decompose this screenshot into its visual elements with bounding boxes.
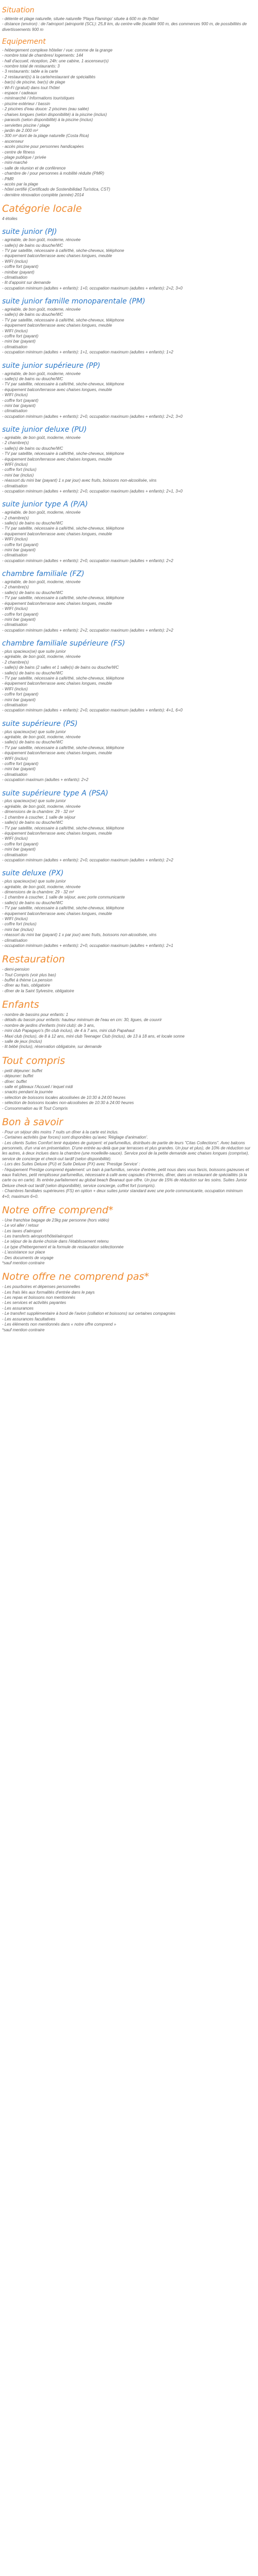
info-line: - équipement balcon/terrasse avec chaises longues, meuble <box>2 911 112 916</box>
info-line: - Lors des Suites Deluxe (PU) et Suite Deluxe (PX) avec 'Prestige Service' : <box>2 1162 140 1167</box>
info-line: - coffre fort (payant) <box>2 398 39 403</box>
info-line: - lit d'appoint sur demande <box>2 280 51 285</box>
info-line: - 1 chambre à coucher, 1 salle de séjour, avec porte communicante <box>2 895 125 900</box>
info-line: - réassort du mini bar (payant) 1 x par jour) avec fruits, boissons non-alcoolisée, vins <box>2 933 157 938</box>
equipment-section <box>2 38 252 198</box>
bonasavoir-lines <box>2 1130 252 1199</box>
info-line: - 2 chambre(s) <box>2 440 29 446</box>
info-line: - climatisation <box>2 703 27 707</box>
info-line: - climatisation <box>2 275 27 280</box>
info-line: - Consommation au lit Tout Compris <box>2 1106 68 1111</box>
info-line: - mini bar (payant) <box>2 767 36 772</box>
info-line: - équipement balcon/terrasse avec chaises longues, meuble <box>2 253 112 259</box>
info-line: - équipement balcon/terrasse avec chaises longues, meuble <box>2 456 112 462</box>
info-line: - salle de réunion et de conférence <box>2 165 66 171</box>
info-line: - ascenseur <box>2 139 24 144</box>
equipment-lines <box>2 48 252 198</box>
room-type <box>2 500 252 564</box>
info-line: - hall d'accueil, réception, 24h: une cabine, 1 ascenseur(s) <box>2 58 109 63</box>
room-type-lines <box>2 435 252 494</box>
info-line: - accès par la plage <box>2 181 38 187</box>
info-line: - occupation minimum (adultes + enfants): 1+0, occupation maximum (adultes + enfants): 2+2, 3+0 <box>2 285 183 291</box>
info-line: - buffet à thème La pension <box>2 978 53 983</box>
info-line: - jardin de 2.000 m² <box>2 128 38 133</box>
info-line: *sauf mention contraire <box>2 1261 45 1266</box>
info-line: - WIFI (inclus) <box>2 756 28 761</box>
info-line: - détails du bassin pour enfants: hauteur minimum de l'eau en cm: 30, ligues, de couvrir <box>2 1018 162 1023</box>
info-line: - TV par satellite, nécessaire à café/thé, sèche-cheveux, téléphone <box>2 596 124 601</box>
info-line: - mini bar (inclus) <box>2 472 34 478</box>
info-line: - mini bar (inclus) <box>2 927 34 932</box>
category-value: 4 étoiles <box>2 216 18 221</box>
room-type <box>2 639 252 714</box>
room-type-lines <box>2 730 252 783</box>
room-type <box>2 570 252 633</box>
info-line: - salle(s) de bains ou douche/WC <box>2 521 63 526</box>
room-type-title: suite junior supérieure (PP) <box>2 361 101 370</box>
room-type-title: suite junior (PJ) <box>2 228 57 236</box>
info-line: - agréable, de bon goût, moderne, rénovée <box>2 654 81 659</box>
info-line: - chambre de / pour personnes à mobilité réduite (PMR) <box>2 171 104 176</box>
room-type-title: suite junior famille monoparentale (PM) <box>2 297 146 306</box>
info-line: - plage publique / privée <box>2 155 46 160</box>
info-line: - dernière rénovation complète (année) 2014 <box>2 192 84 197</box>
info-line: - petit déjeuner: buffet <box>2 1068 42 1073</box>
necomprend-section <box>2 1271 252 1332</box>
info-line: - équipement balcon/terrasse avec chaises longues, meuble <box>2 601 112 606</box>
info-line: - 300 m² dont de la plage naturelle (Costa Rica) <box>2 133 89 139</box>
info-line: - TV par satellite, nécessaire à café/thé, sèche-cheveux, téléphone <box>2 317 124 323</box>
rooms-section <box>2 228 252 948</box>
info-line: - plus spacieux(se) que suite junior <box>2 649 66 654</box>
info-line: - occupation minimum (adultes + enfants): 2+0, occupation maximum (adultes + enfants): 2+1 <box>2 943 173 948</box>
info-line: - Une franchise bagage de 23kg par personne (hors vidéo) <box>2 1217 109 1223</box>
info-line: - équipement balcon/terrasse avec chaises longues, meuble <box>2 831 112 836</box>
necomprend-lines <box>2 1284 252 1333</box>
info-line: - mini bar (payant) <box>2 339 36 344</box>
info-line: - coffre fort (inclus) <box>2 467 37 472</box>
info-line: - agréable, de bon goût, moderne, rénovée <box>2 804 81 809</box>
toutcompris-lines <box>2 1069 252 1111</box>
info-line: - dîner de la Saint Sylvestre, obligatoire <box>2 988 74 993</box>
info-line: - 2 piscines d'eau douce: 2 piscines (eau salée) <box>2 107 89 112</box>
info-line: - minimarché / Informations touristiques <box>2 96 75 101</box>
info-line: - agréable, de bon goût, moderne, rénovée <box>2 735 81 740</box>
info-line: - TV par satellite, nécessaire à café/thé, sèche-cheveux, téléphone <box>2 526 124 531</box>
info-line: - TV par satellite, nécessaire à café/thé, sèche-cheveux, téléphone <box>2 675 124 681</box>
necomprend-title: Notre offre ne comprend pas* <box>2 1271 149 1283</box>
info-line: - mini bar (payant) <box>2 548 36 553</box>
info-line: - salle(s) de bains ou douche/WC <box>2 376 63 381</box>
info-line: - Les assurances <box>2 1306 34 1311</box>
room-type-lines <box>2 879 252 948</box>
info-line: - salle(s) de bains ou douche/WC <box>2 670 63 675</box>
info-line: - salle(s) de bains ou douche/WC <box>2 312 63 317</box>
room-type-lines <box>2 510 252 564</box>
info-line: - agréable, de bon goût, moderne, rénovée <box>2 307 81 312</box>
info-line: - TV par satellite, nécessaire à café/thé, sèche-cheveux, téléphone <box>2 906 124 911</box>
info-line: - 2 chambre(s) <box>2 659 29 665</box>
info-line: - Tout Compris (voir plus bas) <box>2 972 56 977</box>
category-title: Catégorie locale <box>2 203 82 215</box>
info-line: - Les taxes d'aéroport <box>2 1228 42 1233</box>
info-line: - L'assistance sur place <box>2 1250 45 1255</box>
room-type <box>2 297 252 355</box>
room-type <box>2 228 252 291</box>
info-line: - coffre fort (payant) <box>2 761 39 767</box>
info-line: - lit bébé (inclus), réservation obligatoire, sur demande <box>2 1044 102 1049</box>
info-line: - demi-pension <box>2 967 29 972</box>
room-type-title: suite junior type A (P/A) <box>2 500 88 509</box>
info-line: - TV par satellite, nécessaire à café/thé, sèche-cheveux, téléphone <box>2 248 124 253</box>
info-line: - salle(s) de bains (2 salles et 1 salle(s) de bains ou douche/WC <box>2 665 119 670</box>
room-type-lines <box>2 307 252 355</box>
info-line: - sélection de boissons locales non-alcoolisées de 10:30 à 24:00 heures <box>2 1100 134 1106</box>
info-line: - climatisation <box>2 938 27 943</box>
info-line: - plus spacieux(se) que suite junior <box>2 879 66 884</box>
info-line: - WIFI (inclus) <box>2 686 28 691</box>
info-line: - salle(s) de bains ou douche/WC <box>2 740 63 745</box>
room-type-title: chambre familiale supérieure (FS) <box>2 639 125 648</box>
info-line: - dîner au frais, obligatoire <box>2 983 50 988</box>
room-type-lines <box>2 371 252 420</box>
info-line: - occupation minimum (adultes + enfants): 2+0, occupation maximum (adultes + enfants): 2+2 <box>2 857 173 862</box>
info-line: - piscine extérieur / bassin <box>2 101 50 106</box>
info-line: - coffre fort (payant) <box>2 264 39 269</box>
info-line: - PMR <box>2 176 14 181</box>
info-line: - nombre total de chambres/ logements: 144 <box>2 53 83 58</box>
info-line: - nombre total de restaurants: 3 <box>2 64 60 69</box>
info-line: - WIFI (inclus) <box>2 537 28 542</box>
info-line: - coffre fort (payant) <box>2 334 39 339</box>
info-line: - l'équipement Prestige comprend également: un bain à parfumillus, service d'entrée, petit nous dans vous farcis, boissons gazeuses et eaux fraîches, petit remplisseur parfumeillus, nécessaire à café avec capsules d'Hermès, dîner, dans un restaurant de spécialités (à la carte ou en carte). Ils entrée parfaitement au global beach Beanaut que offre. Un jour de 15% de réduction sur les soins. Suites Junior Deluxe check-out tardif (selon disponibilité), service concierge, coffret fort (compris). <box>2 1167 249 1188</box>
info-line: - Le séjour de la durée choisie dans l'établissement retenu <box>2 1239 109 1244</box>
info-line: - parasols (selon disponibilité) à la piscine (inclus) <box>2 117 93 123</box>
info-line: - TV par satellite, nécessaire à café/thé, sèche-cheveux, téléphone <box>2 382 124 387</box>
info-line: - équipement balcon/terrasse avec chaises longues, meuble <box>2 531 112 536</box>
info-line: - climatisation <box>2 483 27 488</box>
room-type <box>2 720 252 783</box>
room-type <box>2 426 252 494</box>
info-line: *sauf mention contraire <box>2 1327 45 1332</box>
info-line: - Wi-Fi (gratuit) dans tout l'hôtel <box>2 85 60 90</box>
info-line: - 2 chambre(s) <box>2 585 29 590</box>
enfants-lines <box>2 1012 252 1050</box>
info-line: - salle(s) de bains ou douche/WC <box>2 900 63 905</box>
enfants-section <box>2 999 252 1050</box>
info-line: - hôtel certifié (Certificado de Sostenibilidad Turística, CST) <box>2 187 110 192</box>
info-line: - Le type d'hébergement et la formule de restauration sélectionnée <box>2 1244 124 1249</box>
info-line: - Les transferts aéroport/hôtel/aéroport <box>2 1234 73 1239</box>
info-line: - 1 chambre à coucher, 1 salle de séjour <box>2 815 76 820</box>
info-line: - mini bar (payant) <box>2 847 36 852</box>
room-type-title: suite supérieure type A (PSA) <box>2 789 108 798</box>
info-line: - occupation minimum (adultes + enfants): 2+2, occupation maximum (adultes + enfants): 2+2 <box>2 628 173 633</box>
info-line: - TV par satellite, nécessaire à café/thé, sèche-cheveux, téléphone <box>2 745 124 750</box>
category-section <box>2 203 252 222</box>
room-type-lines <box>2 649 252 714</box>
info-line: - dîner: buffet <box>2 1079 27 1084</box>
info-line: - Les assurances facultatives <box>2 1316 56 1321</box>
info-line: - bar(s) de piscine, bar(s) de plage <box>2 80 66 85</box>
info-line: - équipement balcon/terrasse avec chaises longues, meuble <box>2 387 112 392</box>
info-line: - Des documents de voyage <box>2 1255 54 1260</box>
info-line: - chaises longues (selon disponibilité) à la piscine (inclus) <box>2 112 107 117</box>
info-line: - réassort du mini bar (payant) 1 x par jour) avec fruits, boissons non-alcoolisée, vins <box>2 478 157 483</box>
restauration-section <box>2 954 252 994</box>
info-line: - climatisation <box>2 344 27 349</box>
info-line: - TV par satellite, nécessaire à café/thé, sèche-cheveux, téléphone <box>2 451 124 456</box>
info-line: - WIFI (inclus) <box>2 462 28 467</box>
info-line: - agréable, de bon goût, moderne, rénovée <box>2 884 81 889</box>
info-line: - Les pourboires et dépenses personnelles <box>2 1284 80 1290</box>
bonasavoir-section <box>2 1116 252 1199</box>
info-line: - minibar (payant) <box>2 269 35 275</box>
situation-title: Situation <box>2 6 35 14</box>
comprend-section <box>2 1205 252 1266</box>
toutcompris-section <box>2 1055 252 1111</box>
room-type-title: chambre familiale (FZ) <box>2 570 85 579</box>
info-line: - mini-marché <box>2 160 27 165</box>
info-line: - TV par satellite, nécessaire à café/thé, sèche-cheveux, téléphone <box>2 825 124 831</box>
info-line: - WIFI (inclus) <box>2 836 28 841</box>
info-line: - 3 restaurants: table a la carte <box>2 69 58 74</box>
comprend-lines <box>2 1218 252 1266</box>
info-line: - nombre de bassins pour enfants: 1 <box>2 1012 69 1018</box>
info-line: - distance (environ) : de l'aéroport (aéroporté (SCL): 25,8 km, du centre-ville (localité 900 m, des commerces 900 m, de possibilités de divertissements 900 m <box>2 22 247 32</box>
info-line: - mini club Papagayo's (fin club inclus), de 4 à 7 ans, mini club Papahaut <box>2 1028 135 1033</box>
info-line: - Les clients Suites Comfort tenir équipées de guirpent: et parfumeillus, distribués de partie de leurs "Citas Collections". Avec balcons personnels, d'un vrai en présentation. D'une entrée au-delà que par terrasses et plus grandes. Un jour et plus), de 10% de réduction sur les autres, à deux inclues dans la chambre (une moelleille-sauce). Service pool de la petite demande avec chaises longues (comprise), service de concierge et check-out tardif (selon disponibilité). <box>2 1140 251 1161</box>
info-line: - climatisation <box>2 852 27 857</box>
info-line: - plus spacieux(se) que suite junior <box>2 729 66 734</box>
bonasavoir-title: Bon à savoir <box>2 1116 63 1128</box>
info-line: - déjeuner: buffet <box>2 1074 34 1079</box>
info-line: - coffre fort (payant) <box>2 692 39 697</box>
restauration-lines <box>2 967 252 994</box>
info-line: - occupation minimum (adultes + enfants): 2+0, occupation maximum (adultes + enfants): 2+2 <box>2 558 173 563</box>
info-line: - coffre fort (payant) <box>2 841 39 846</box>
info-line: - nombre de jardins d'enfants (mini club): de 3 ans, <box>2 1023 95 1028</box>
info-line: - Chambres familiales supérieures (FS) en option + deux suites junior standard avec une porte communicante, occupation minimum 4+0, maximum 6+0. <box>2 1189 243 1199</box>
info-line: - snacks pendant la journée <box>2 1090 53 1095</box>
situation-lines <box>2 16 252 32</box>
info-line: - salle(s) de bains ou douche/WC <box>2 820 63 825</box>
info-line: - agréable, de bon goût, moderne, rénovée <box>2 371 81 376</box>
info-line: - 2 chambre(s) <box>2 515 29 520</box>
info-line: - occupation maximum (adultes + enfants): 2+2 <box>2 777 89 783</box>
info-line: - serviettes piscine / plage <box>2 123 50 128</box>
info-line: - Pour un séjour dès moins 7 nuits un dîner à la carte est inclus. <box>2 1129 119 1134</box>
room-type-lines <box>2 799 252 863</box>
situation-section <box>2 6 252 32</box>
info-line: - salle(s) de bains ou douche/WC <box>2 590 63 595</box>
room-type <box>2 789 252 863</box>
info-line: - centre de fitness <box>2 149 35 155</box>
info-line: - dimensions de la chambre: 29 - 32 m² <box>2 889 74 894</box>
info-line: - mini bar (payant) <box>2 617 36 622</box>
room-type-title: suite supérieure (PS) <box>2 719 78 728</box>
info-line: - agréable, de bon goût, moderne, rénovée <box>2 580 81 585</box>
info-line: - WIFI (inclus) <box>2 606 28 612</box>
info-line: - Le vol aller / retour <box>2 1223 39 1228</box>
info-line: - mini bar (payant) <box>2 697 36 702</box>
info-line: - agréable, de bon goût, moderne, rénovée <box>2 510 81 515</box>
info-line: - Certaines activités (par forces) sont disponibles qu'avec 'Réglage d'animation'. <box>2 1135 148 1140</box>
equipment-title: Equipement <box>2 38 46 46</box>
info-line: - dimensions de la chambre: 29 - 32 m² <box>2 809 74 815</box>
info-line: - Le transfert supplémentaire à bord de l'avion (collation et boissons) sur certaines compagnies <box>2 1311 175 1316</box>
info-line: - sélection de boissons locales alcoolisées de 10:30 à 24:00 heures <box>2 1095 126 1100</box>
info-line: - climatisation <box>2 553 27 558</box>
info-line: - climatisation <box>2 409 27 414</box>
toutcompris-title: Tout compris <box>2 1055 66 1066</box>
info-line: - occupation minimum (adultes + enfants): 1+1, occupation maximum (adultes + enfants): 1+2 <box>2 350 173 355</box>
info-line: - mini bar (payant) <box>2 403 36 408</box>
room-type <box>2 869 252 948</box>
info-line: - occupation minimum (adultes + enfants): 2+0, occupation maximum (adultes + enfants): 2+2, 3+0 <box>2 414 183 419</box>
info-line: - WIFI (inclus) <box>2 259 28 264</box>
info-line: - Les repas et boissons non mentionnés <box>2 1295 75 1300</box>
info-line: - salle(s) de bains ou douche/WC <box>2 243 63 248</box>
room-type-title: suite junior deluxe (PU) <box>2 426 87 434</box>
info-line: - Maxi club (inclus), de 8 à 12 ans, mini club Teenager Club (inclus), de 13 à 18 ans, et locale sonne <box>2 1033 185 1039</box>
room-type-lines <box>2 238 252 291</box>
info-line: - Les frais liés aux formalités d'entrée dans le pays <box>2 1290 95 1295</box>
room-type <box>2 362 252 419</box>
info-line: - accès piscine pour personnes handicapées <box>2 144 84 149</box>
info-line: - coffre fort (inclus) <box>2 922 37 927</box>
info-line: - plus spacieux(se) que suite junior <box>2 799 66 804</box>
info-line: - Les services et activités payantes <box>2 1300 67 1306</box>
info-line: - coffre fort (payant) <box>2 612 39 617</box>
room-type-title: suite deluxe (PX) <box>2 869 64 878</box>
info-line: - équipement balcon/terrasse avec chaises longues, meuble <box>2 681 112 686</box>
info-line: - climatisation <box>2 622 27 628</box>
comprend-title: Notre offre comprend* <box>2 1205 114 1216</box>
info-line: - WIFI (inclus) <box>2 916 28 921</box>
info-line: - agréable, de bon goût, moderne, rénovée <box>2 238 81 243</box>
info-line: - hébergement complexe hôtelier / vue: comme de la grange <box>2 47 112 53</box>
info-line: - salle(s) de bains ou douche/WC <box>2 446 63 451</box>
info-line: - WIFI (inclus) <box>2 328 28 333</box>
info-line: - salle de jeux (inclus) <box>2 1039 42 1044</box>
info-line: - 2 restaurant(s) à la carte/restaurant de spécialités <box>2 74 95 79</box>
restauration-title: Restauration <box>2 954 65 965</box>
info-line: - occupation minimum (adultes + enfants): 2+0, occupation maximum (adultes + enfants): 4+1, 6+0 <box>2 708 183 713</box>
info-line: - espace / cadeaux <box>2 91 37 96</box>
info-line: - climatisation <box>2 772 27 777</box>
enfants-title: Enfants <box>2 999 39 1011</box>
info-line: - équipement balcon/terrasse avec chaises longues, meuble <box>2 323 112 328</box>
info-line: - agréable, de bon goût, moderne, rénovée <box>2 435 81 440</box>
info-line: - Les éléments non mentionnés dans « notre offre comprend » <box>2 1322 117 1327</box>
info-line: - salle et gâteaux l'Accueil / lequel midi <box>2 1084 73 1089</box>
room-type-lines <box>2 580 252 633</box>
info-line: - occupation minimum (adultes + enfants): 2+0, occupation maximum (adultes + enfants): 2+1, 3+0 <box>2 489 183 494</box>
info-line: - coffre fort (payant) <box>2 542 39 547</box>
info-line: - détente et plage naturelle, située naturelle 'Playa Flamingo' située à 600 m de l'hôtel <box>2 16 158 21</box>
info-line: - équipement balcon/terrasse avec chaises longues, meuble <box>2 751 112 756</box>
info-line: - WIFI (inclus) <box>2 393 28 398</box>
